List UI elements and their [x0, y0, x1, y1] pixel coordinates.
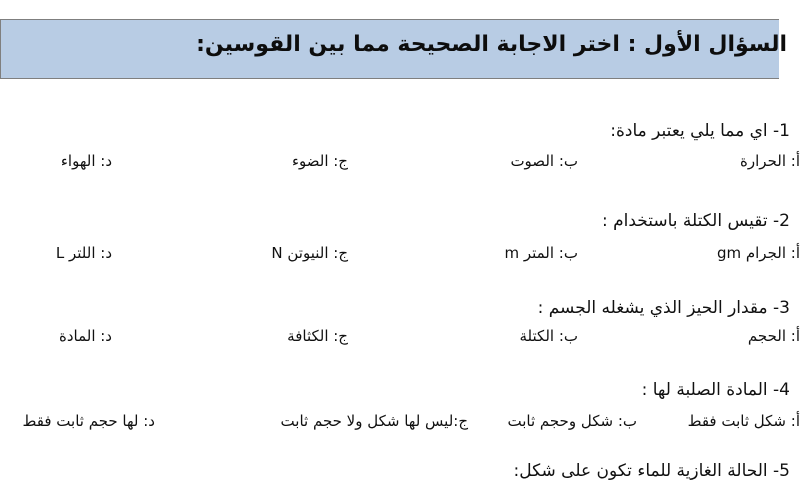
question-header-box — [0, 19, 787, 79]
question-3-option-a: أ: الحجم — [747, 327, 800, 345]
question-1-option-c: ج: الضوء — [291, 152, 348, 170]
question-1-option-d: د: الهواء — [60, 152, 112, 170]
question-3-option-b: ب: الكتلة — [519, 327, 578, 345]
question-4-option-c: ج:ليس لها شكل ولا حجم ثابت — [280, 412, 468, 430]
question-2-option-a: أ: الجرام gm — [716, 244, 800, 262]
question-2-option-c: ج: النيوتن N — [271, 244, 348, 262]
question-4-option-b: ب: شكل وحجم ثابت — [507, 412, 637, 430]
question-2-option-b: ب: المتر m — [504, 244, 578, 262]
question-1-text: 1- اي مما يلي يعتبر مادة: — [610, 121, 790, 141]
question-2-option-d: د: اللتر L — [55, 244, 112, 262]
question-3-option-c: ج: الكثافة — [287, 327, 348, 345]
question-4-option-d: د: لها حجم ثابت فقط — [22, 412, 155, 430]
question-3-text: 3- مقدار الحيز الذي يشغله الجسم : — [537, 298, 790, 318]
question-1-option-b: ب: الصوت — [510, 152, 578, 170]
question-1-option-a: أ: الحرارة — [740, 152, 800, 170]
question-5-text: 5- الحالة الغازية للماء تكون على شكل: — [513, 461, 790, 481]
question-3-option-d: د: المادة — [58, 327, 112, 345]
section-title: السؤال الأول : اختر الاجابة الصحيحة مما بين القوسين: — [196, 32, 787, 57]
question-2-text: 2- تقيس الكتلة باستخدام : — [601, 211, 790, 231]
question-4-text: 4- المادة الصلبة لها : — [641, 380, 790, 400]
question-4-option-a: أ: شكل ثابت فقط — [687, 412, 800, 430]
